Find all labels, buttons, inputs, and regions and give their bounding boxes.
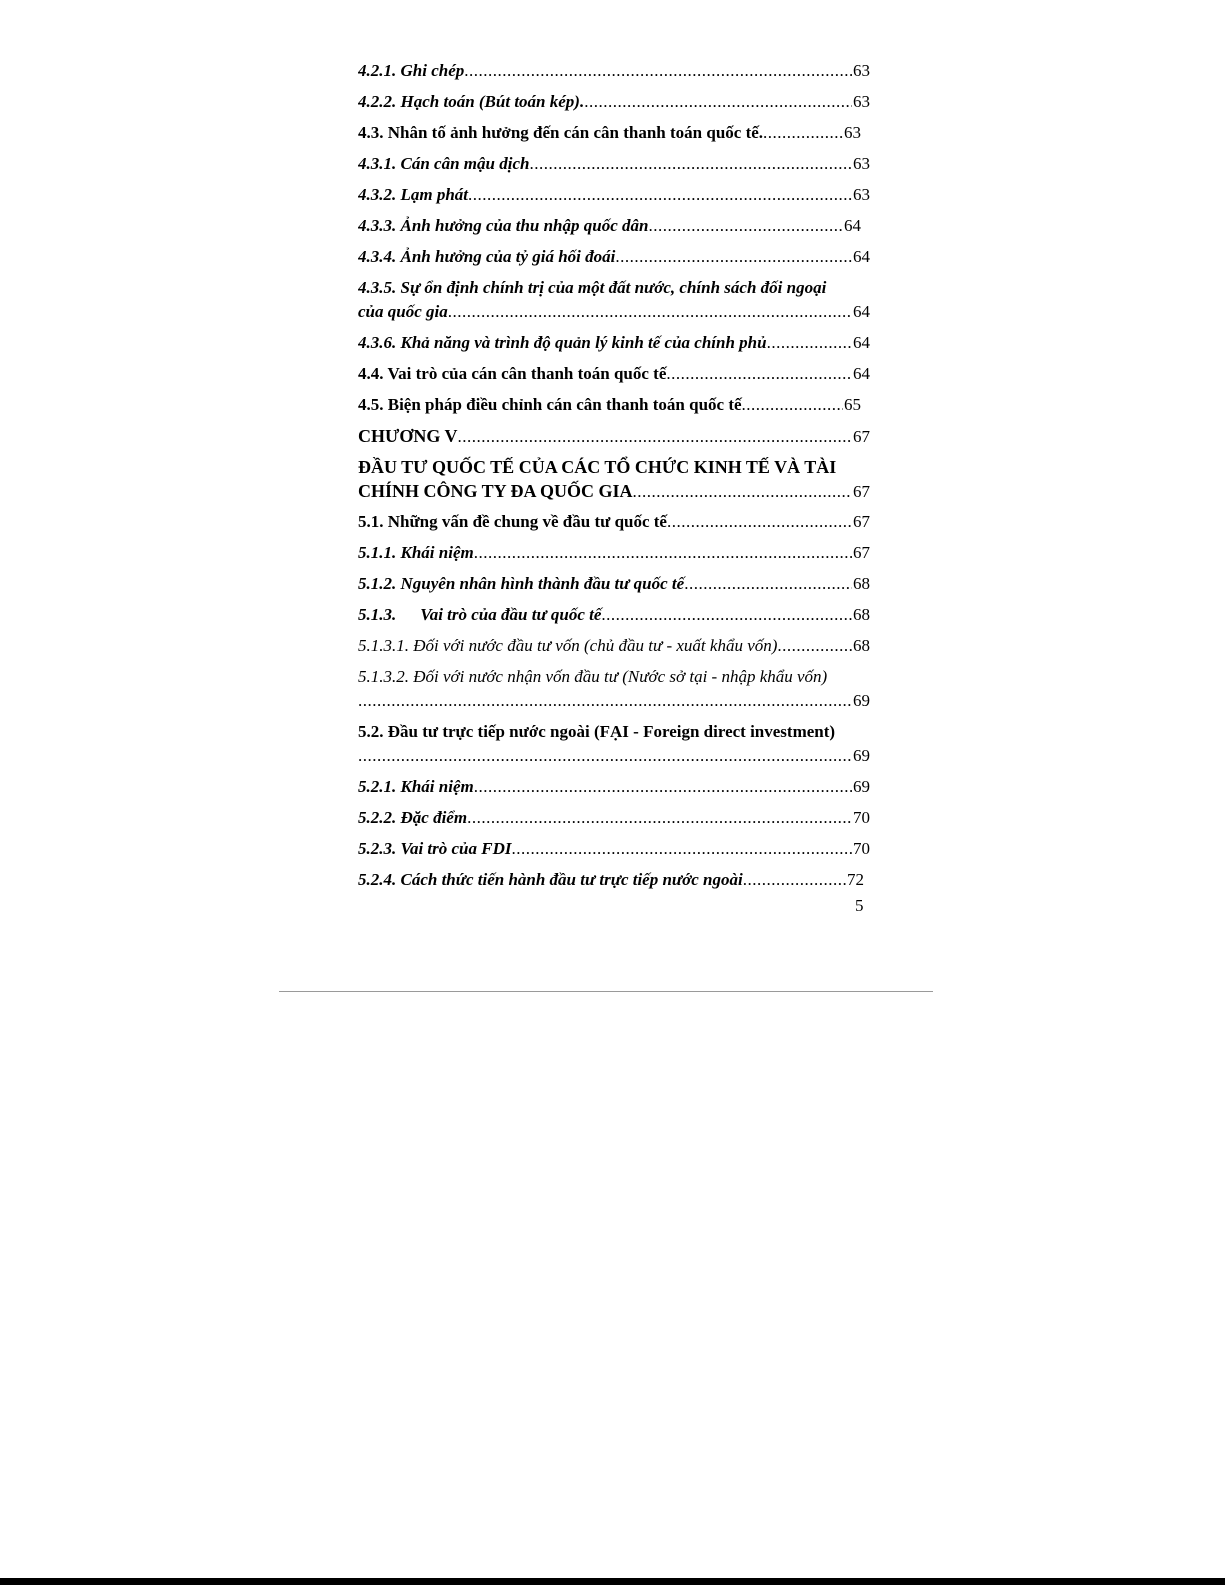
toc-entry-label: 5.1.1. Khái niệm <box>358 543 474 562</box>
toc-entry-4-3-4[interactable] <box>358 245 870 269</box>
leader-dots <box>742 393 843 417</box>
leader-dots <box>666 362 852 386</box>
toc-page-number: 68 <box>853 605 870 624</box>
leader-dots <box>763 121 843 145</box>
toc-page-number: 67 <box>853 512 870 531</box>
toc-entry-4-4[interactable] <box>358 362 870 386</box>
leader-dots <box>458 425 852 448</box>
toc-entry-label: CHƯƠNG V <box>358 426 458 446</box>
toc-entry-5-2-4[interactable] <box>358 868 870 892</box>
toc-entry-label: 4.3.4. Ảnh hưởng của tỷ giá hối đoái <box>358 247 616 266</box>
toc-entry-5-1-3-1[interactable] <box>358 634 870 658</box>
toc-entry-label: 4.2.1. Ghi chép <box>358 61 465 80</box>
toc-entry-4-3-1[interactable] <box>358 152 870 176</box>
toc-page-number: 67 <box>853 482 870 501</box>
toc-entry-4-3-5[interactable] <box>358 276 870 324</box>
toc-entry-label: 5.2.2. Đặc điểm <box>358 808 468 827</box>
toc-entry-label: 4.3.6. Khả năng và trình độ quản lý kinh tế của chính phủ <box>358 333 767 352</box>
toc-entry-label: 4.2.2. Hạch toán (Bút toán kép). <box>358 92 585 111</box>
toc-page-number: 69 <box>853 746 870 765</box>
toc-page-number: 67 <box>853 427 870 446</box>
toc-entry-5-2[interactable] <box>358 720 870 768</box>
toc-entry-label: 4.3.1. Cán cân mậu dịch <box>358 154 530 173</box>
toc-entry-5-2-2[interactable] <box>358 806 870 830</box>
toc-entry-label-line1: 5.2. Đầu tư trực tiếp nước ngoài (FẠI - Foreign direct investment) <box>358 722 836 741</box>
table-of-contents <box>358 59 870 899</box>
toc-page-number: 63 <box>844 123 861 142</box>
toc-page-number: 70 <box>853 808 870 827</box>
toc-entry-5-2-3[interactable] <box>358 837 870 861</box>
toc-entry-4-2-2[interactable] <box>358 90 870 114</box>
leader-dots <box>601 603 852 627</box>
toc-page-number: 63 <box>853 92 870 111</box>
page-number: 5 <box>855 896 864 915</box>
toc-entry-chapter-v[interactable] <box>358 424 870 448</box>
toc-entry-label: 5.1. Những vấn đề chung về đầu tư quốc tế <box>358 512 667 531</box>
toc-entry-chapter-v-title[interactable] <box>358 455 870 503</box>
toc-entry-label: 4.3.3. Ảnh hưởng của thu nhập quốc dân <box>358 216 649 235</box>
toc-entry-label: 4.5. Biện pháp điều chỉnh cán cân thanh toán quốc tế <box>358 395 742 414</box>
toc-entry-4-3-6[interactable] <box>358 331 870 355</box>
leader-dots <box>474 775 852 799</box>
toc-page-number: 64 <box>853 364 870 383</box>
leader-dots <box>648 214 843 238</box>
leader-dots <box>529 152 852 176</box>
toc-entry-5-1-3-2[interactable] <box>358 665 870 713</box>
toc-entry-label: 4.3.2. Lạm phát <box>358 185 469 204</box>
toc-page-number: 64 <box>853 247 870 266</box>
leader-dots <box>777 634 852 658</box>
toc-page-number: 64 <box>853 302 870 321</box>
leader-dots <box>667 510 852 534</box>
toc-entry-label: 4.4. Vai trò của cán cân thanh toán quốc tế <box>358 364 667 383</box>
toc-entry-label: 5.2.3. Vai trò của FDI <box>358 839 512 858</box>
toc-page-number: 72 <box>847 870 864 889</box>
toc-page-number: 70 <box>853 839 870 858</box>
toc-entry-5-1-3[interactable] <box>358 603 870 627</box>
leader-dots <box>358 689 852 713</box>
toc-page-number: 63 <box>853 185 870 204</box>
toc-entry-4-3-2[interactable] <box>358 183 870 207</box>
toc-entry-label-line2: CHÍNH CÔNG TY ĐA QUỐC GIA <box>358 481 633 501</box>
toc-entry-label: Vai trò của đầu tư quốc tế <box>420 605 602 624</box>
toc-page-number: 65 <box>844 395 861 414</box>
leader-dots <box>743 868 846 892</box>
leader-dots <box>358 744 852 768</box>
toc-page-number: 68 <box>853 636 870 655</box>
toc-entry-4-3-3[interactable] <box>358 214 870 238</box>
toc-entry-4-5[interactable] <box>358 393 870 417</box>
toc-page-number: 64 <box>853 333 870 352</box>
leader-dots <box>684 572 852 596</box>
leader-dots <box>474 541 852 565</box>
leader-dots <box>512 837 853 861</box>
toc-entry-label: 5.1.3.1. Đối với nước đầu tư vốn (chủ đầu tư - xuất khẩu vốn) <box>358 636 778 655</box>
toc-entry-label-line1: 4.3.5. Sự ổn định chính trị của một đất nước, chính sách đối ngoại <box>358 278 827 297</box>
toc-page-number: 69 <box>853 691 870 710</box>
toc-entry-5-2-1[interactable] <box>358 775 870 799</box>
toc-page-number: 64 <box>844 216 861 235</box>
toc-entry-label: 5.2.1. Khái niệm <box>358 777 474 796</box>
toc-entry-label-line2: của quốc gia <box>358 302 448 321</box>
toc-page-number: 68 <box>853 574 870 593</box>
bottom-border-bar <box>0 1578 1225 1585</box>
toc-entry-4-2-1[interactable] <box>358 59 870 83</box>
leader-dots <box>615 245 852 269</box>
leader-dots <box>633 480 852 503</box>
toc-entry-label-line1: ĐẦU TƯ QUỐC TẾ CỦA CÁC TỔ CHỨC KINH TẾ VÀ TÀI <box>358 457 837 477</box>
leader-dots <box>464 59 852 83</box>
toc-entry-5-1-2[interactable] <box>358 572 870 596</box>
toc-entry-label: 5.2.4. Cách thức tiến hành đầu tư trực tiếp nước ngoài <box>358 870 743 889</box>
leader-dots <box>584 90 852 114</box>
toc-entry-label: 5.1.2. Nguyên nhân hình thành đầu tư quốc tế <box>358 574 685 593</box>
toc-entry-label-line1: 5.1.3.2. Đối với nước nhận vốn đầu tư (Nước sở tại - nhập khẩu vốn) <box>358 667 828 686</box>
leader-dots <box>468 183 852 207</box>
toc-page-number: 63 <box>853 154 870 173</box>
toc-entry-label-number: 5.1.3. <box>358 605 397 624</box>
toc-page-number: 63 <box>853 61 870 80</box>
toc-entry-label: 4.3. Nhân tố ảnh hưởng đến cán cân thanh toán quốc tế. <box>358 123 764 142</box>
toc-page-number: 67 <box>853 543 870 562</box>
toc-entry-5-1[interactable] <box>358 510 870 534</box>
toc-page-number: 69 <box>853 777 870 796</box>
page-separator-line <box>279 991 933 992</box>
leader-dots <box>467 806 852 830</box>
leader-dots <box>448 300 852 324</box>
toc-entry-4-3[interactable] <box>358 121 870 145</box>
leader-dots <box>767 331 852 355</box>
toc-entry-5-1-1[interactable] <box>358 541 870 565</box>
